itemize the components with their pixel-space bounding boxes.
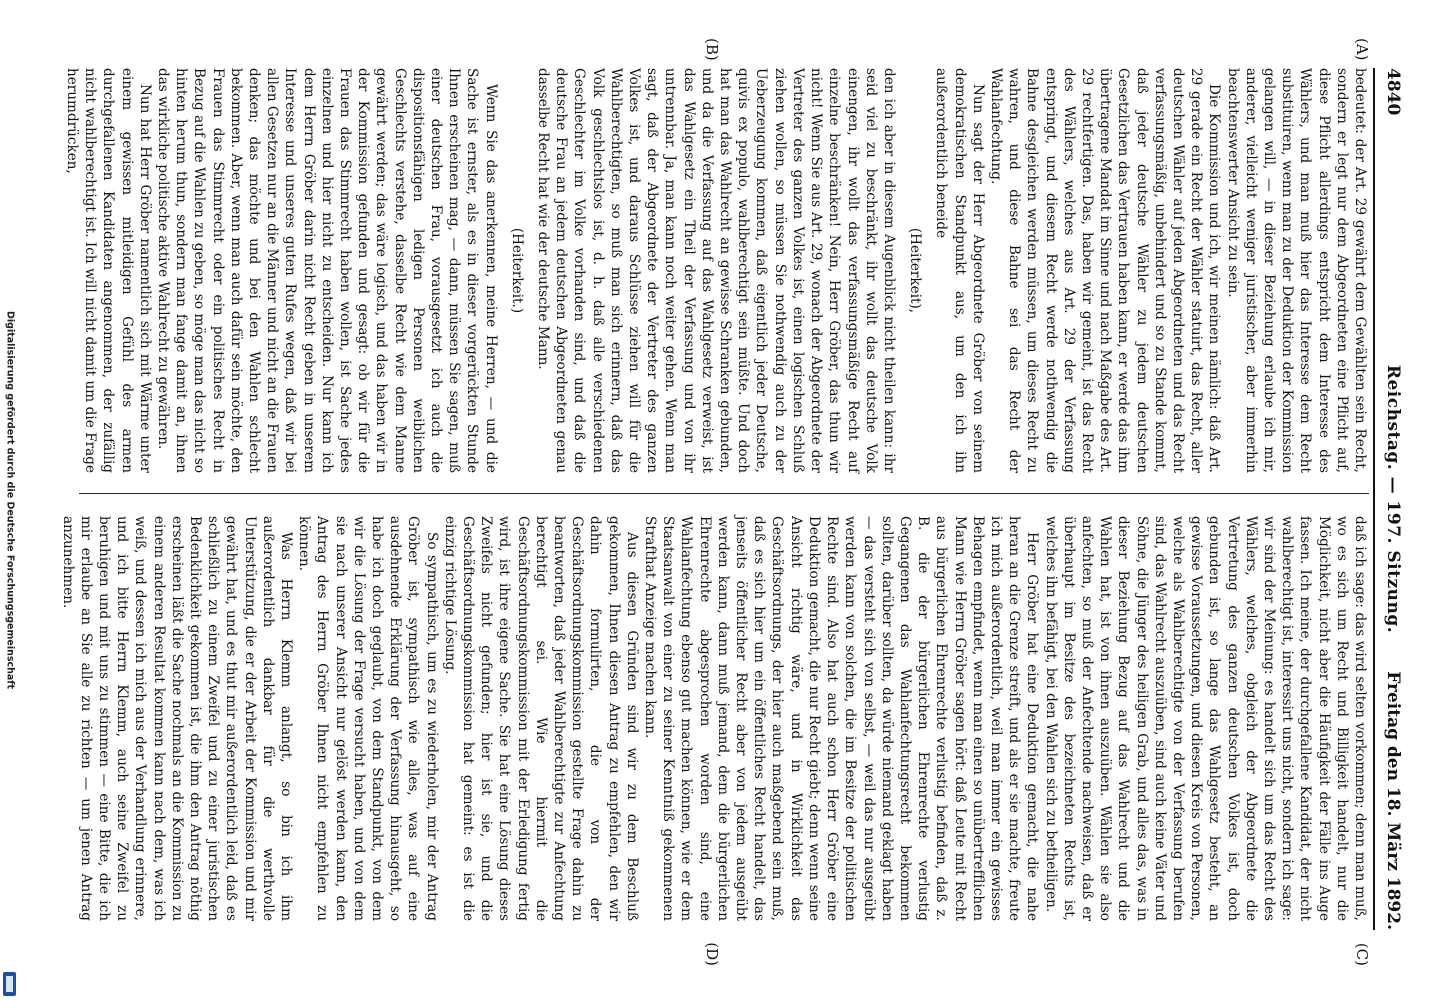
right-column [58,516,1369,921]
header-rule [1373,68,1375,930]
dfg-logo-icon [3,972,16,996]
stage-direction: (Heiterkeit), [907,227,924,314]
margin-mark-d: (D) [703,942,721,966]
column-divider [79,493,1369,494]
paragraph: Aus diesen Gründen sind wir zu dem Beschluß gekommen, Ihnen diesen Antrag zu empfehlen, den wir dahin formulirten, die von der Geschäftsordnungskommission gestellte Frage dahin zu beantworten, daß jeder Wahlberechtigte zur Anfechtung berechtigt sei. Wie hiermit die Geschäftsordnungskommission mit der Erledigung fertig wird, ist ihre eigene Sache. Sie hat eine Lösung dieses Zweifels nicht gefunden; hier ist sie, und die Geschäftsordnungskommission hat gemeint: es ist die einzig richtige Lösung. [441,516,640,921]
digitization-credit [2,0,18,1000]
credit-text: Digitalisierung gefördert durch die Deutsche Forschungsgemeinschaft [4,311,16,689]
document-page [21,30,1411,970]
paragraph: Herr Gröber hat eine Deduktion gemacht, die nahe heran an die Grenze streift, und als er sie machte, freute ich mich außerordentlich, weil man immer ein gewisses Behagen empfindet, wenn man einen so unübertrefflichen Mann wie Herrn Gröber sagen hört: daß Leute mit Recht aus bürgerlichen Ehrenrechte verlustig befinden, daß z. B. die der bürgerlichen Ehrenrechte verlustig Gegangenen das Wahlanfechtungsrecht bekommen sollten, darüber sollten, da würde niemand geklagt haben — das versteht sich von selbst, — weil das nur ausgeübt werden kann von solchen, die im Besitze der politischen Rechte sind. Also hat auch schon Herr Gröber eine Deduktion gemacht, die nur Recht giebt; denn wenn seine Ansicht richtig wäre, und in Wirklichkeit das Geschäftsordnungs, der hier auch maßgebend sein muß, daß es sich hier um ein öffentliches Recht handelt, das jenseits öffentlicher Recht aber von jedem ausgeübt werden kann, dann muß jemand, dem die bürgerlichen Ehrenrechte abgesprochen worden sind, eine Wahlanfechtung ebenso gut machen können, wie er dem Staatsanwalt von einer zu seiner Kenntniß gekommenen Strafthat Anzeige machen kann. [642,516,1041,921]
margin-mark-a: (A) [1353,38,1371,61]
margin-mark-c: (C) [1353,942,1371,966]
session-date: Freitag den 18. März 1892. [1383,671,1403,930]
page-number: 4840 [1383,68,1403,116]
running-title: Reichstag. — 197. Sitzung. [1383,364,1403,634]
paragraph: bedeutet: der Art. 29 gewährt dem Gewählten sein Recht, sondern er legt nur dem Abgeordneten eine Pflicht auf, diese Pflicht allerdings entspricht dem Interesse des Wählers, und man muß hier das Interesse dem Recht substituiren, wenn man zu der Deduktion der Kommission gelangen will, — in dieser Beziehung erlaube ich mir, anderer, vielleicht weniger juristischer, aber immerhin beachtenswerter Ansicht zu sein. [1224,68,1368,473]
paragraph: Wenn Sie das anerkennen, meine Herren, — und die Sache ist ernster, als es in dieser vorgerückten Stunde Ihnen erscheinen mag, — dann, müssen Sie sagen, muß einer deutschen Frau, vorausgesetzt ich auch die dispositionsfähigen ledigen Personen weiblichen Geschlechts verstehe, dasselbe Recht wie dem Manne gewährt werden; das wäre logisch, und das haben wir in der Kommission gefunden und gesagt: ob wir für die Frauen das Stimmrecht haben wollen, ist Sache jedes einzelnen und hier nicht zu entscheiden. Nur kann ich dem Herrn Gröber darin nicht Recht geben in unserem Interesse und unseres guten Rufes wegen, daß wir bei allen Gesetzen nur an die Männer und nicht an die Frauen denken; das möchte und bei den Wahlen schlecht bekommen. Aber, wenn man auch dafür sein möchte, den Frauen das Stimmrecht oder ein politisches Recht in Bezug auf die Wahlen zu geben, so möge man das nicht so hinten herum thun, sondern man fange damit an, ihnen das wirkliche politische aktive Wahlrecht zu gewähren. [155,68,499,473]
margin-mark-b: (B) [703,38,721,61]
paragraph: daß ich sage: das wird selten vorkommen; denn man muß, wo es sich um Recht und Billigkeit handelt, nur die Möglichkeit, nicht aber die Häufigkeit der Fälle ins Auge fassen. Ich meine, der durchgefallene Kandidat, der nicht wahlberechtigt ist, interessirt uns nicht, sondern ich sage: wir sind der Meinung: es handelt sich um das Recht des Wählers, welches, obgleich der Abgeordnete die Vertretung des ganzen deutschen Volkes ist, doch gebunden ist, so lange das Wahlgesetz besteht, an gewisse Voraussetzungen, und diesen Kreis von Personen, welche als Wahlberechtigte von der Verfassung berufen sind, das Wahlrecht auszuüben, sind auch keine Väter und Söhne, die Jünger des heiligen Grab, und alles das, was in dieser Beziehung Bezug auf das Wahlrecht und die Wahlen hat, ist von ihnen auszuüben. Wählen sie also anfechten, so muß der Anfechtende nachweisen, daß er überhaupt im Besitze des bezeichneten Rechts ist, welches ihn befähigt, bei den Wahlen sich zu betheiligen. [1042,516,1368,921]
paragraph: So sympathisch, um es zu wiederholen, mir der Antrag Gröber ist, sympathisch wie alles, was auf eine ausdehnende Erklärung der Verfassung hinausgeht, so habe ich doch geglaubt, von dem Standpunkt, von dem wir die Lösung der Frage versucht haben, und von dem sie nach unserer Ansicht nur gelöst werden kann, den Antrag des Herrn Gröber Ihnen nicht empfehlen zu können. [296,516,440,921]
left-column [63,68,1369,473]
paragraph: Nun hat Herr Gröber namentlich sich mit Wärme unter einem gewissen mitleidigen Gefühl des armen durchgefallenen Kandidaten angenommen, der zufällig nicht wahlberechtigt ist. Ich will nicht damit um die Frage herumdrücken, [63,68,153,473]
paragraph: Die Kommission und ich, wir meinen nämlich: daß Art. 29 gerade ein Recht der Wähler statuirt, das Recht, aller deutschen Wähler auf jeden Abgeordneten und das Recht verfassungsmäßig, unbehindert und so zu Stande kommt, daß jeder deutsche Wähler zu jedem deutschen Gesetzlichen das Vertrauen haben kann, er werde das ihm übertragene Mandat im Sinne und nach Maßgabe des Art. 29 rechtfertigen. Das, haben wir gemeint, ist das Recht des Wählers, welches aus Art. 29 der Verfassung entspringt, und diesem Recht werde nothwendig die Bahne desgleichen werden müssen, um dieses Recht zu wahren, und diese Bahne sei das Recht der Wahlanfechtung. [987,68,1223,473]
stage-direction: (Heiterkeit.) [508,227,525,314]
paragraph: den ich aber in diesem Augenblick nicht theilen kann: ihr seid viel zu beschränkt, ihr wollt das deutsche Volk einengen, ihr wollt das verfassungsmäßige Recht auf einzelne beschränken! Nein, Herr Gröber, das thun wir nicht! Wenn Sie aus Art. 29, wonach der Abgeordnete der Vertreter des ganzen Volkes ist, einen logischen Schluß ziehen wollen, so müssen Sie nothwendig auch zu der Ueberzeugung kommen, daß eigentlich jeder Deutsche, quivis ex populo, wahlberechtigt sein müßte. Und doch hat man das Wahlrecht an gewisse Schranken gebunden, und da die Verfassung auf das Wahlgesetz verweist, ist das Wahlgesetz ein Theil der Verfassung und von ihr untrennbar. Ja, man kann noch weiter gehen. Wenn man sagt, daß der Abgeordnete der Vertreter des ganzen Volkes ist, und daraus Schlüsse ziehen will für die Wahlberechtigten, so muß man sich erinnern, daß das Volk geschlechtslos ist, d. h. daß alle verschiedenen Geschlechter im Volke vorhanden sind, und daß die deutsche Frau an jedem deutschen Abgeordneten genau dasselbe Recht hat wie der deutsche Mann. [535,68,897,473]
paragraph: Nun sagt der Herr Abgeordnete Gröber von seinem demokratischen Standpunkt aus, um den ich ihn außerordentlich beneide [933,68,986,473]
page-header [1375,68,1405,930]
paragraph: Was Herrn Klemm anlangt, so bin ich ihm außerordentlich dankbar für die werthvolle Unterstützung, die er der Arbeit der Kommission und mir gewährt hat, und es thut mir außerordentlich leid, daß es schließlich zu einem Zweifel und zu einer juristischen Bedenklichkeit gekommen ist, die ihm den Antrag nöthig erscheinen läßt die Sache nochmals an die Kommission zu einem anderen Resultat kommen kann nach dem, was ich weiß, und dessen ich mich aus der Verhandlung erinnere, und ich bitte Herrn Klemm, auch seine Zweifel zu beruhigen und mit uns zu stimmen — eine Bitte, die ich mir erlaube an Sie alle zu richten — um jenen Antrag anzunehmen. [59,516,295,921]
